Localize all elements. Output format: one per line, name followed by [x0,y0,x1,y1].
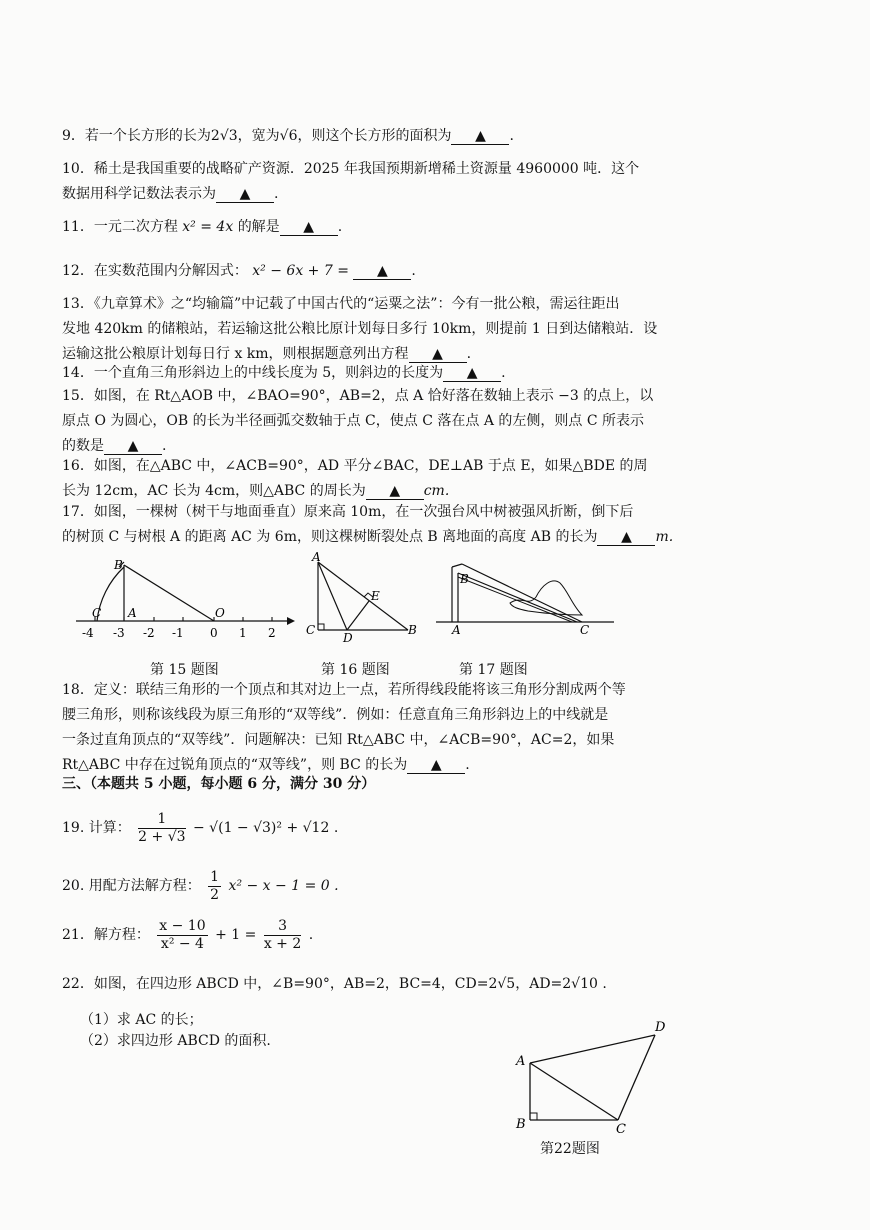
tick-label: -4 [82,626,94,640]
q9-text-pre: 9．若一个长方形的长为2 [62,128,220,144]
label-B: B [460,572,469,586]
question-11 [62,215,662,240]
q15-line3: 的数是 [62,438,104,454]
question-15 [62,384,662,459]
figure-22-caption: 第22题图 [540,1141,600,1157]
label-C: C [616,1122,626,1137]
q14-text: 14．一个直角三角形斜边上的中线长度为 5，则斜边的长度为 [62,365,444,381]
label-C: C [306,623,316,637]
question-9 [62,124,662,149]
q14-end: . [501,365,506,381]
fraction-numerator: 3 [264,918,301,936]
question-12 [62,259,662,284]
q13-line1: 13．《九章算术》之“均输篇”中记载了中国古代的“运粟之法”：今有一批公粮，需运往距出 [62,296,620,312]
answer-blank[interactable]: ▲ [216,186,274,203]
q18-line3: 一条过直角顶点的“双等线”．问题解决：已知 Rt△ABC 中，∠ACB=90°，AC=2，如果 [62,732,615,748]
fraction-numerator: 1 [210,868,220,885]
label-A: A [452,623,461,637]
question-13 [62,292,662,367]
section-3-heading: 三、（本题共 5 小题，每小题 6 分，满分 30 分） [62,776,376,792]
q22-line1: 22．如图，在四边形 ABCD 中，∠B=90°，AB=2，BC=4，CD=2√5，AD=2√10 . [62,976,607,992]
question-21 [62,915,662,955]
q10-end: . [274,186,279,202]
question-14 [62,361,662,386]
question-17 [62,500,674,550]
q21-mid: + 1 = [215,927,257,943]
label-A: A [312,550,321,564]
q16-unit: cm. [423,483,450,499]
q13-line3: 运输这批公粮原计划每日行 x km，则根据题意列出方程 [62,346,409,362]
q9-sqrt6: √6 [279,128,298,144]
q12-equation: x² − 6x + 7 = [252,263,349,279]
label-C: C [92,606,102,620]
tick-label: -3 [113,626,125,640]
label-D: D [343,631,353,645]
answer-blank[interactable]: ▲ [443,365,501,382]
q18-line4: Rt△ABC 中存在过锐角顶点的“双等线”，则 BC 的长为 [62,757,408,773]
q11-post: 的解是 [237,219,280,235]
fraction-denominator: 2 + √3 [138,828,186,845]
label-B: B [516,1117,526,1132]
q21-end: . [308,927,314,943]
q22-part2: （2）求四边形 ABCD 的面积. [80,1033,271,1049]
answer-blank[interactable]: ▲ [353,263,411,280]
q18-end: . [465,757,470,773]
label-O: O [215,606,225,620]
q11-end: . [337,219,343,235]
question-19 [62,808,662,848]
answer-blank[interactable]: ▲ [409,346,467,363]
question-20 [62,866,662,906]
figure-16-caption: 第 16 题图 [321,662,390,678]
q20-fraction [208,869,221,904]
figure-15-caption: 第 15 题图 [150,662,219,678]
q13-line2: 发地 420km 的储粮站，若运输这批公粮比原计划每日多行 10km，则提前 1 日到达储粮站．设 [62,321,658,337]
q15-line2: 原点 O 为圆心，OB 的长为半径画弧交数轴于点 C，使点 C 落在点 A 的左侧，则点 C 所表示 [62,413,644,429]
figure-15 [72,555,297,647]
q11-equation: x² = 4x [182,219,234,235]
q19-rest: − √(1 − √3)² + √12 . [193,820,339,836]
fraction-denominator: x + 2 [263,935,302,952]
answer-blank[interactable]: ▲ [280,219,338,236]
tick-label: -2 [143,626,155,640]
q19-pre: 19. 计算： [62,820,131,836]
fraction-denominator: x² − 4 [160,935,204,952]
tick-label: 0 [210,626,218,640]
tick-label: 1 [239,626,247,640]
tick-label: -1 [172,626,184,640]
q10-line2: 数据用科学记数法表示为 [62,186,216,202]
q18-line2: 腰三角形，则称该线段为原三角形的“双等线”．例如：任意直角三角形斜边上的中线就是 [62,707,609,723]
q21-fraction-right [264,918,301,953]
tick-label: 2 [268,626,276,640]
q16-line2: 长为 12cm，AC 长为 4cm，则△ABC 的周长为 [62,483,366,499]
label-E: E [371,589,380,603]
q19-fraction [138,811,185,846]
q18-line1: 18．定义：联结三角形的一个顶点和其对边上一点，若所得线段能将该三角形分割成两个等 [62,682,626,698]
fraction-denominator: 2 [210,886,220,903]
label-A: A [516,1054,526,1069]
label-B: B [408,623,417,637]
question-10 [62,157,662,207]
label-C: C [580,623,590,637]
q20-rest: x² − x − 1 = 0 . [228,878,339,894]
figure-16 [300,550,430,645]
q9-text-mid: ，宽为 [237,128,280,144]
q12-end: . [411,263,416,279]
q10-line1: 10．稀土是我国重要的战略矿产资源．2025 年我国预期新增稀土资源量 4960000 吨．这个 [62,161,640,177]
answer-blank[interactable]: ▲ [104,438,162,455]
figure-17 [432,555,617,645]
fraction-numerator: 1 [138,811,185,829]
q9-sqrt3: √3 [219,128,238,144]
question-18 [62,678,662,778]
answer-blank[interactable]: ▲ [407,757,465,774]
figure-17-caption: 第 17 题图 [459,662,528,678]
label-A: A [128,606,137,620]
q17-unit: m. [655,529,674,545]
answer-blank[interactable]: ▲ [366,483,424,500]
q21-pre: 21．解方程： [62,927,150,943]
figure-22 [510,1015,675,1140]
q9-end: . [509,128,514,144]
question-22 [62,972,662,997]
q15-line1: 15．如图，在 Rt△AOB 中，∠BAO=90°，AB=2，点 A 恰好落在数轴上表示 −3 的点上，以 [62,388,654,404]
label-B: B [114,558,123,572]
answer-blank[interactable]: ▲ [451,128,509,145]
q9-text-post: ，则这个长方形的面积为 [297,128,452,144]
q12-pre: 12．在实数范围内分解因式： [62,263,248,279]
q13-end: . [466,346,472,362]
q17-line1: 17．如图，一棵树（树干与地面垂直）原来高 10m，在一次强台风中树被强风折断，倒下后 [62,504,634,520]
q11-pre: 11．一元二次方程 [62,219,178,235]
q20-pre: 20. 用配方法解方程： [62,878,201,894]
q17-line2: 的树顶 C 与树根 A 的距离 AC 为 6m，则这棵树断裂处点 B 离地面的高度 AB 的长为 [62,529,598,545]
q21-fraction-left [157,918,207,953]
label-D: D [655,1020,666,1035]
q15-end: . [162,438,167,454]
q22-part1: （1）求 AC 的长； [80,1012,203,1028]
question-16 [62,454,662,504]
fraction-numerator: x − 10 [159,917,206,934]
q16-line1: 16．如图，在△ABC 中，∠ACB=90°，AD 平分∠BAC，DE⊥AB 于点 E，如果△BDE 的周 [62,458,648,474]
answer-blank[interactable]: ▲ [597,529,655,546]
